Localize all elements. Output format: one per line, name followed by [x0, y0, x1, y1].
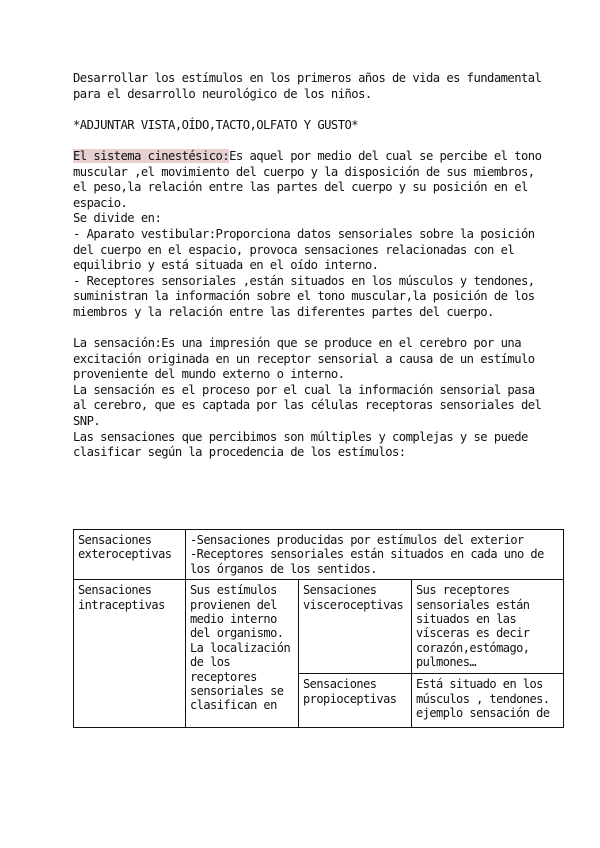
extero-line-1: -Sensaciones producidas por estímulos del exterior	[190, 533, 524, 547]
viscero-label-cell: Sensaciones visceroceptivas	[299, 580, 412, 674]
sensations-table	[73, 529, 564, 728]
attach-note: *ADJUNTAR VISTA,OÍDO,TACTO,OLFATO Y GUSTO*	[73, 117, 359, 132]
sensation-classification: Las sensaciones que percibimos son múltiples y complejas y se puede clasificar según la procedencia de los estímulos:	[73, 429, 535, 460]
kinesthetic-term: El sistema cinestésico:	[73, 148, 230, 163]
intra-label-cell: Sensaciones intraceptivas	[74, 580, 186, 728]
viscero-desc-cell: Sus receptores sensoriales están situados en las vísceras es decir corazón,estómago, pulmones…	[412, 580, 564, 674]
proprio-desc-cell: Está situado en los músculos , tendones. ejemplo sensación de	[412, 674, 564, 728]
extero-line-2: -Receptores sensoriales están situados en cada uno de los órganos de los sentidos.	[190, 547, 544, 576]
intro-paragraph: Desarrollar los estímulos en los primeros años de vida es fundamental para el desarrollo neurológico de los niños.	[73, 71, 549, 101]
sensation-definition: La sensación:Es una impresión que se produce en el cerebro por una excitación originada en un receptor sensorial a causa de un estímulo proveniente del mundo externo o interno.	[73, 336, 542, 382]
table-row	[74, 530, 564, 580]
divides-line: Se divide en:	[73, 211, 162, 226]
kinesthetic-paragraph	[73, 148, 549, 211]
extero-label-cell: Sensaciones exteroceptivas	[74, 530, 186, 580]
intra-desc-cell: Sus estímulos provienen del medio interno del organismo. La localización de los receptores sensoriales se clasifican en	[186, 580, 299, 728]
body-text	[73, 71, 549, 461]
extero-desc-cell	[186, 530, 564, 580]
receptors-item: - Receptores sensoriales ,están situados en los músculos y tendones, suministran la información sobre el tono muscular,la posición de los miembros y la relación entre las diferentes partes del cuerpo.	[73, 273, 542, 319]
vestibular-item: - Aparato vestibular:Proporciona datos sensoriales sobre la posición del cuerpo en el espacio, provoca sensaciones relacionadas con el equilibrio y está situada en el oído interno.	[73, 226, 542, 273]
sensation-process: La sensación es el proceso por el cual la información sensorial pasa al cerebro, que es captada por las células receptoras sensoriales del SNP.	[73, 382, 549, 429]
kinesthetic-definition: Es aquel por medio del cual se percibe el tono muscular ,el movimiento del cuerpo y la disposición de sus miembros, el peso,la relación entre las partes del cuerpo y su posición en el espacio.	[73, 148, 549, 210]
proprio-label-cell: Sensaciones propioceptivas	[299, 674, 412, 728]
table-row	[74, 580, 564, 674]
